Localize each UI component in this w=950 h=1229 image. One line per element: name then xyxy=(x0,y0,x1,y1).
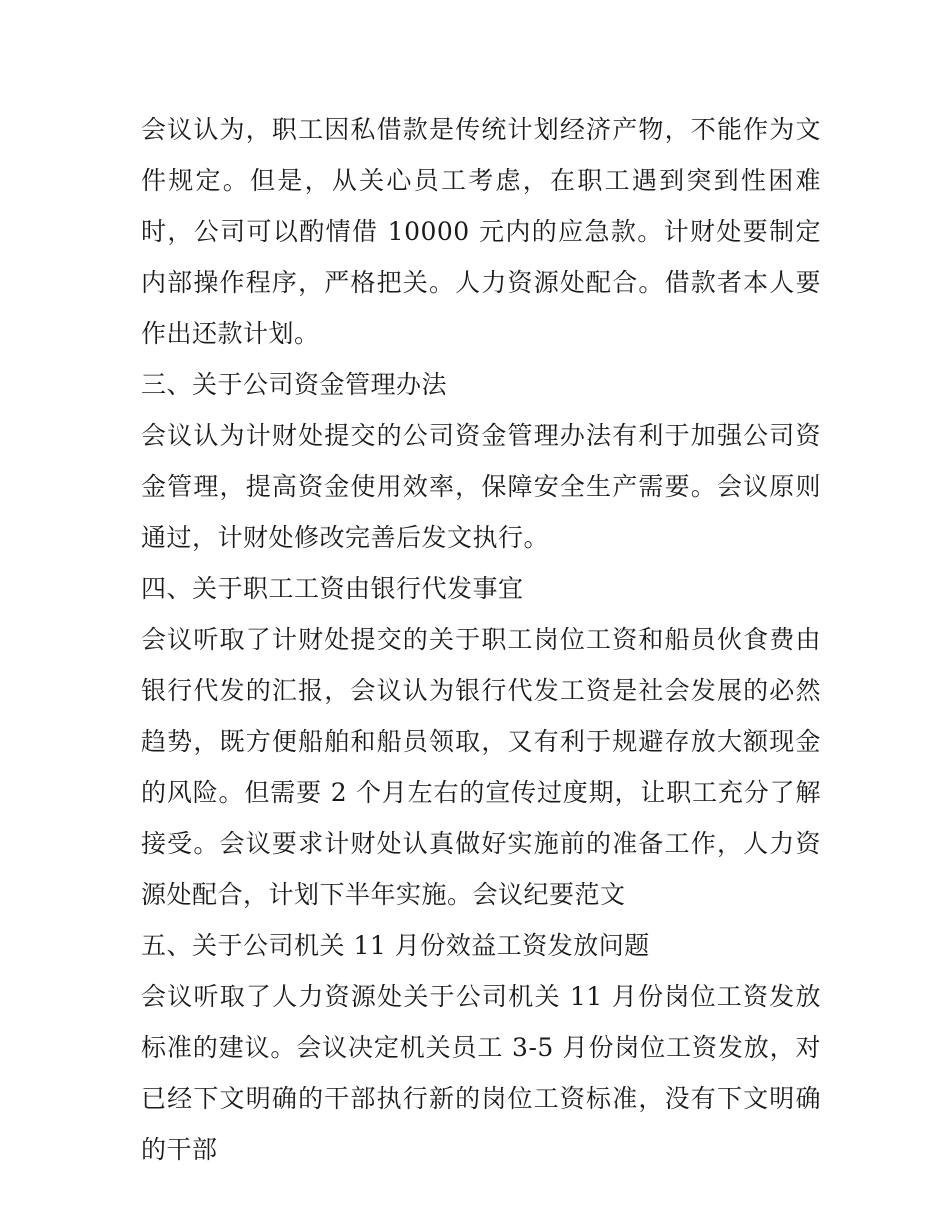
paragraph-november-wages: 会议听取了人力资源处关于公司机关 11 月份岗位工资发放标准的建议。会议决定机关员工 3-5 月份岗位工资发放，对已经下文明确的干部执行新的岗位工资标准，没有下文明确的干部 xyxy=(141,982,821,1164)
section-heading-4: 四、关于职工工资由银行代发事宜 xyxy=(141,574,524,603)
section-heading-3: 三、关于公司资金管理办法 xyxy=(141,370,448,399)
document-body xyxy=(141,104,821,1175)
paragraph-fund-management: 会议认为计财处提交的公司资金管理办法有利于加强公司资金管理，提高资金使用效率，保障安全生产需要。会议原则通过，计财处修改完善后发文执行。 xyxy=(141,421,821,552)
section-heading-5: 五、关于公司机关 11 月份效益工资发放问题 xyxy=(141,931,650,960)
paragraph-bank-payroll: 会议听取了计财处提交的关于职工岗位工资和船员伙食费由银行代发的汇报，会议认为银行代发工资是社会发展的必然趋势，既方便船舶和船员领取，又有利于规避存放大额现金的风险。但需要 2 个月左右的宣传过度期，让职工充分了解接受。会议要求计财处认真做好实施前的准备工作，人力资源处配合，计划下半年实施。会议纪要范文 xyxy=(141,625,821,909)
paragraph-staff-loans: 会议认为，职工因私借款是传统计划经济产物，不能作为文件规定。但是，从关心员工考虑，在职工遇到突到性困难时，公司可以酌情借 10000 元内的应急款。计财处要制定内部操作程序，严格把关。人力资源处配合。借款者本人要作出还款计划。 xyxy=(141,115,821,348)
